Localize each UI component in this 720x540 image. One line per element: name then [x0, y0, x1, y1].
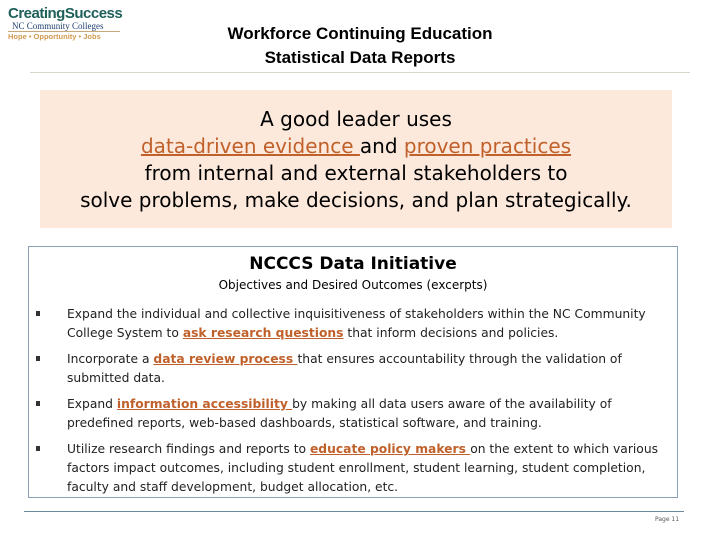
initiative-box — [28, 246, 678, 498]
ask-research-questions-link[interactable]: ask research questions — [182, 326, 344, 340]
list-item — [29, 395, 677, 433]
title-line-1: Workforce Continuing Education — [227, 24, 493, 43]
logo-text: CreatingSuccess — [8, 5, 123, 22]
logo-subtext: NC Community Colleges — [8, 21, 120, 32]
proven-practices-link[interactable]: proven practices — [403, 134, 572, 158]
information-accessibility-link[interactable]: information accessibility — [116, 397, 293, 411]
item-text: Expand — [67, 397, 117, 411]
objectives-list — [29, 305, 677, 504]
item-text: by making all data users aware of the availability of predefined reports, web-based dashboards, statistical software, and training. — [67, 397, 612, 430]
quote-line: A good leader uses — [260, 107, 452, 131]
page-number: Page 11 — [655, 516, 680, 523]
bullet-icon — [36, 401, 40, 406]
logo-tagline: Hope • Opportunity • Jobs — [8, 32, 101, 41]
item-text: Incorporate a — [67, 352, 154, 366]
item-text: that ensures accountability through the validation of submitted data. — [67, 352, 622, 385]
bullet-icon — [36, 311, 40, 316]
data-review-process-link[interactable]: data review process — [153, 352, 298, 366]
page-title — [150, 22, 570, 70]
list-item — [29, 350, 677, 388]
list-item — [29, 440, 677, 497]
title-line-2: Statistical Data Reports — [264, 48, 456, 67]
creating-success-logo — [8, 5, 123, 42]
quote-line: solve problems, make decisions, and plan strategically. — [80, 188, 632, 212]
item-text: Utilize research findings and reports to — [67, 442, 310, 456]
initiative-title: NCCCS Data Initiative — [249, 254, 457, 274]
data-driven-evidence-link[interactable]: data-driven evidence — [140, 134, 360, 158]
educate-policy-makers-link[interactable]: educate policy makers — [309, 442, 471, 456]
item-text: Expand the individual and collective inquisitiveness of stakeholders within the NC Community College System to — [67, 307, 646, 340]
item-text: that inform decisions and policies. — [343, 326, 559, 340]
bullet-icon — [36, 446, 40, 451]
leader-quote — [40, 90, 672, 228]
initiative-subtitle: Objectives and Desired Outcomes (excerpts) — [218, 278, 488, 292]
quote-text: and — [359, 134, 404, 158]
footer-divider — [24, 511, 684, 512]
bullet-icon — [36, 356, 40, 361]
item-text: on the extent to which various factors impact outcomes, including student enrollment, student learning, student completion, faculty and staff development, budget allocation, etc. — [67, 442, 659, 494]
quote-line: from internal and external stakeholders to — [144, 161, 568, 185]
list-item — [29, 305, 677, 343]
divider — [30, 72, 690, 73]
